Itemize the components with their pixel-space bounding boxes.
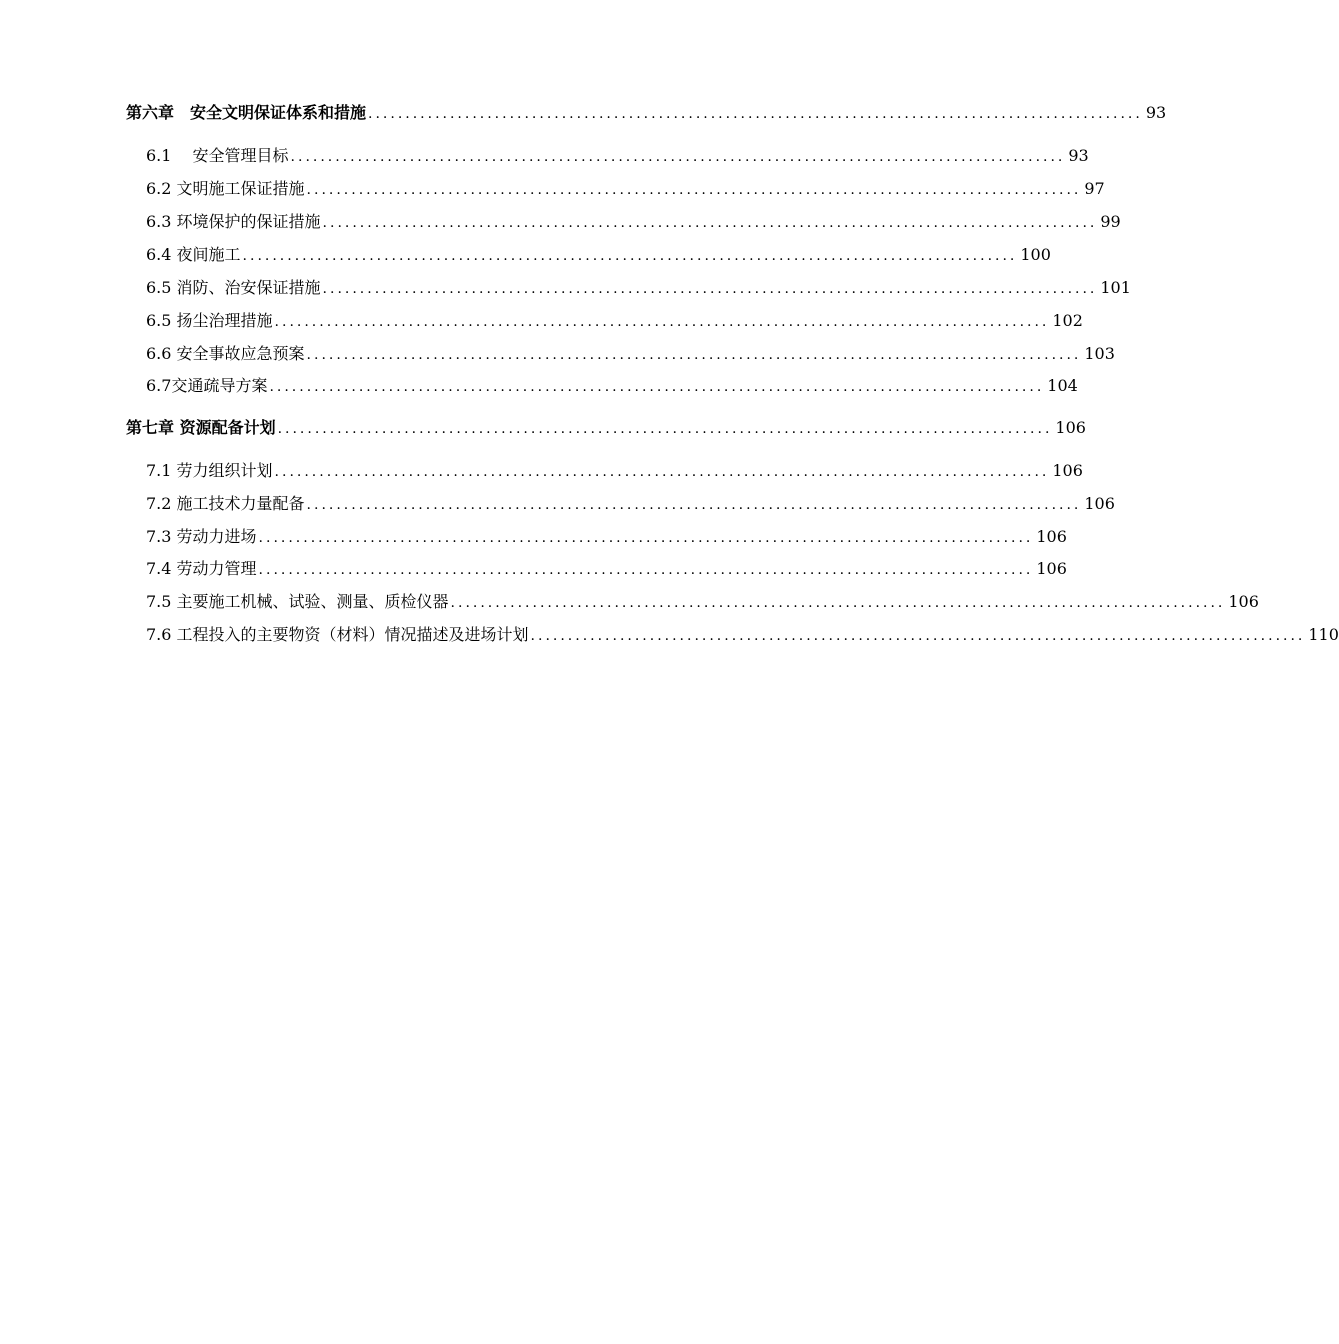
dot-leader: ........................................................................................................ (322, 215, 1098, 231)
toc-section-7-4[interactable] (146, 558, 1067, 581)
toc-section-6-5-fire[interactable] (146, 277, 1131, 300)
toc-entry-title: 7.2 施工技术力量配备 (146, 494, 305, 513)
toc-chapter-6[interactable] (126, 102, 1167, 125)
toc-section-6-1[interactable] (146, 145, 1089, 168)
toc-entry-title: 6.5 扬尘治理措施 (146, 311, 273, 330)
toc-entry-title: 6.1 安全管理目标 (146, 146, 289, 165)
toc-page-number: 106 (1052, 461, 1083, 480)
toc-page-number: 103 (1084, 344, 1115, 363)
toc-entry-title: 7.4 劳动力管理 (146, 559, 257, 578)
toc-chapter-7[interactable] (126, 417, 1086, 440)
toc-entry-title: 6.6 安全事故应急预案 (146, 344, 305, 363)
dot-leader: ........................................................................................................ (368, 106, 1143, 122)
toc-page-number: 100 (1020, 245, 1051, 264)
toc-entry-title: 7.5 主要施工机械、试验、测量、质检仪器 (146, 592, 449, 611)
toc-entry-title: 第六章 安全文明保证体系和措施 (126, 103, 367, 122)
dot-leader: ........................................................................................................ (274, 464, 1050, 480)
toc-page-number: 106 (1228, 592, 1259, 611)
toc-section-6-6[interactable] (146, 343, 1115, 366)
toc-section-7-5[interactable] (146, 591, 1259, 614)
toc-section-6-7[interactable] (146, 375, 1078, 398)
dot-leader: ........................................................................................................ (306, 347, 1082, 363)
toc-section-7-6[interactable] (146, 624, 1339, 647)
toc-entry-title: 第七章 资源配备计划 (126, 418, 276, 437)
dot-leader: ........................................................................................................ (269, 379, 1045, 395)
dot-leader: ........................................................................................................ (277, 421, 1053, 437)
dot-leader: ........................................................................................................ (274, 314, 1050, 330)
toc-entry-title: 6.4 夜间施工 (146, 245, 241, 264)
toc-entry-title: 6.7交通疏导方案 (146, 376, 268, 395)
toc-entry-title: 6.3 环境保护的保证措施 (146, 212, 321, 231)
toc-section-7-1[interactable] (146, 460, 1083, 483)
toc-page-number: 110 (1308, 625, 1339, 644)
toc-section-6-3[interactable] (146, 211, 1121, 234)
toc-page-number: 102 (1052, 311, 1083, 330)
toc-page-number: 97 (1084, 179, 1105, 198)
toc-page-number: 106 (1036, 527, 1067, 546)
toc-section-7-3[interactable] (146, 526, 1067, 549)
toc-section-6-2[interactable] (146, 178, 1105, 201)
dot-leader: ........................................................................................................ (258, 562, 1034, 578)
toc-page-number: 106 (1055, 418, 1086, 437)
toc-section-6-5-dust[interactable] (146, 310, 1083, 333)
toc-section-6-4[interactable] (146, 244, 1051, 267)
toc-page-number: 101 (1100, 278, 1131, 297)
toc-page-number: 93 (1145, 103, 1167, 122)
dot-leader: ........................................................................................................ (242, 248, 1018, 264)
dot-leader: ........................................................................................................ (290, 149, 1066, 165)
toc-page-number: 104 (1047, 376, 1078, 395)
toc-entry-title: 7.1 劳力组织计划 (146, 461, 273, 480)
dot-leader: ........................................................................................................ (306, 497, 1082, 513)
toc-page-number: 99 (1100, 212, 1121, 231)
toc-page-number: 106 (1036, 559, 1067, 578)
toc-entry-title: 7.6 工程投入的主要物资（材料）情况描述及进场计划 (146, 625, 529, 644)
toc-page-number: 93 (1068, 146, 1089, 165)
toc-page-number: 106 (1084, 494, 1115, 513)
dot-leader: ........................................................................................................ (530, 628, 1306, 644)
toc-entry-title: 7.3 劳动力进场 (146, 527, 257, 546)
toc-entry-title: 6.5 消防、治安保证措施 (146, 278, 321, 297)
dot-leader: ........................................................................................................ (322, 281, 1098, 297)
dot-leader: ........................................................................................................ (306, 182, 1082, 198)
toc-section-7-2[interactable] (146, 493, 1115, 516)
dot-leader: ........................................................................................................ (258, 530, 1034, 546)
dot-leader: ........................................................................................................ (450, 595, 1226, 611)
toc-entry-title: 6.2 文明施工保证措施 (146, 179, 305, 198)
